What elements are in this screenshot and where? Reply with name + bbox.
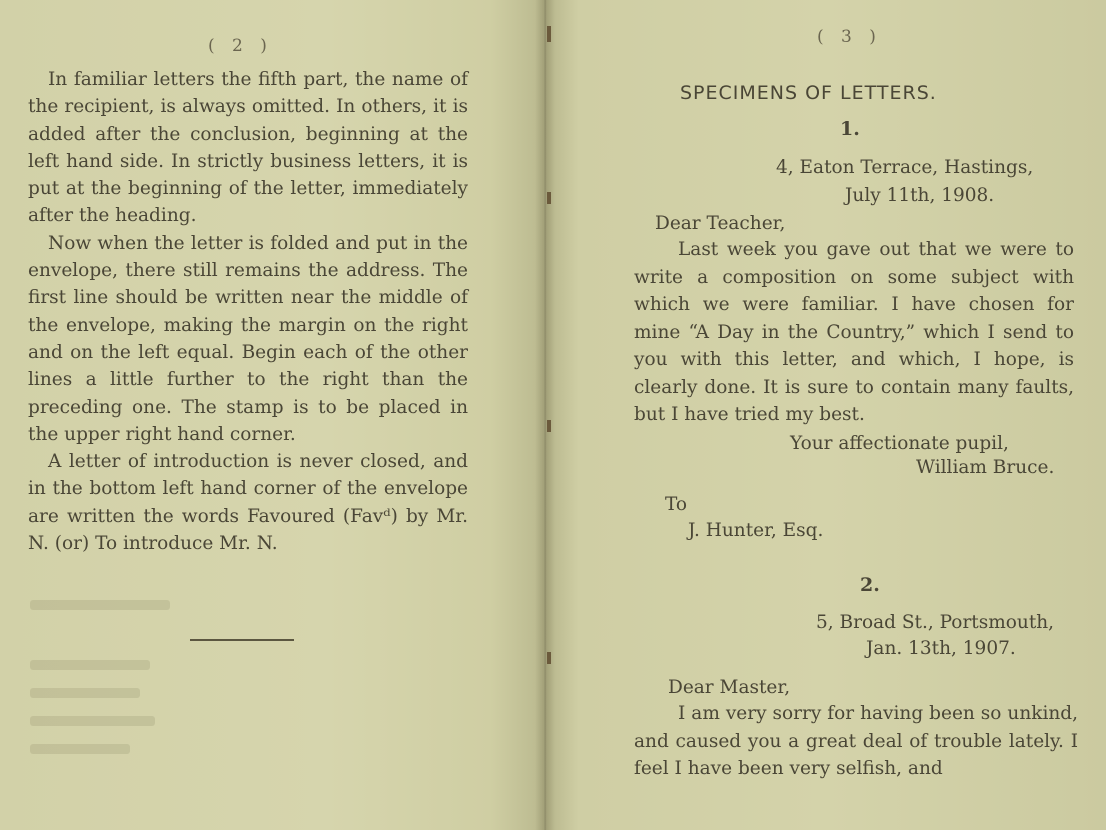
letter-salutation: Dear Master, [668, 677, 791, 698]
recipient-to-label: To [665, 494, 688, 515]
letter-number: 1. [840, 118, 860, 140]
letter-date: Jan. 13th, 1907. [866, 638, 1016, 659]
binding-stitch [547, 652, 551, 664]
letter-address: 4, Eaton Terrace, Hastings, [776, 157, 1034, 178]
page-title: SPECIMENS OF LETTERS. [680, 82, 937, 104]
binding-stitch [547, 420, 551, 432]
letter-body [634, 700, 1078, 783]
letter-date: July 11th, 1908. [845, 185, 995, 206]
letter-recipient: J. Hunter, Esq. [688, 520, 824, 541]
show-through-text [30, 688, 140, 698]
show-through-text [30, 716, 155, 726]
show-through-text [30, 600, 170, 610]
letter-number: 2. [860, 574, 880, 596]
letter-closing: Your affectionate pupil, [790, 433, 1009, 454]
letter-signature: William Bruce. [916, 457, 1055, 478]
binding-stitch [547, 26, 551, 42]
binding-stitch [547, 192, 551, 204]
letter-body [634, 236, 1074, 429]
letter-address: 5, Broad St., Portsmouth, [816, 612, 1055, 633]
page-number-left: ( 2 ) [208, 36, 273, 56]
paragraph: A letter of introduction is never closed, and in the bottom left hand corner of the envelope are written the words Favoured (Favᵈ) by Mr. N. (or) To introduce Mr. N. [28, 451, 468, 555]
book-gutter [535, 0, 555, 830]
section-divider [190, 639, 294, 641]
letter-salutation: Dear Teacher, [655, 213, 786, 234]
left-text-column [28, 66, 468, 557]
letter-body-text: Last week you gave out that we were to write a composition on some subject with which we were familiar. I have chosen for mine “A Day in the Country,” which I send to you with this letter, and which, I hope, is clearly done. It is sure to contain many faults, but I have tried my best. [634, 239, 1074, 425]
page-number-right: ( 3 ) [817, 27, 882, 47]
show-through-text [30, 660, 150, 670]
letter-body-text: I am very sorry for having been so unkind, and caused you a great deal of trouble lately. I feel I have been very selfish, and [634, 703, 1078, 779]
paragraph: In familiar letters the fifth part, the name of the recipient, is always omitted. In others, it is added after the conclusion, beginning at the left hand side. In strictly business letters, it is put at the beginning of the letter, immediately after the heading. [28, 69, 468, 227]
paragraph: Now when the letter is folded and put in the envelope, there still remains the address. The first line should be written near the middle of the envelope, making the margin on the right and on the left equal. Begin each of the other lines a little further to the right than the preceding one. The stamp is to be placed in the upper right hand corner. [28, 232, 468, 445]
show-through-text [30, 744, 130, 754]
